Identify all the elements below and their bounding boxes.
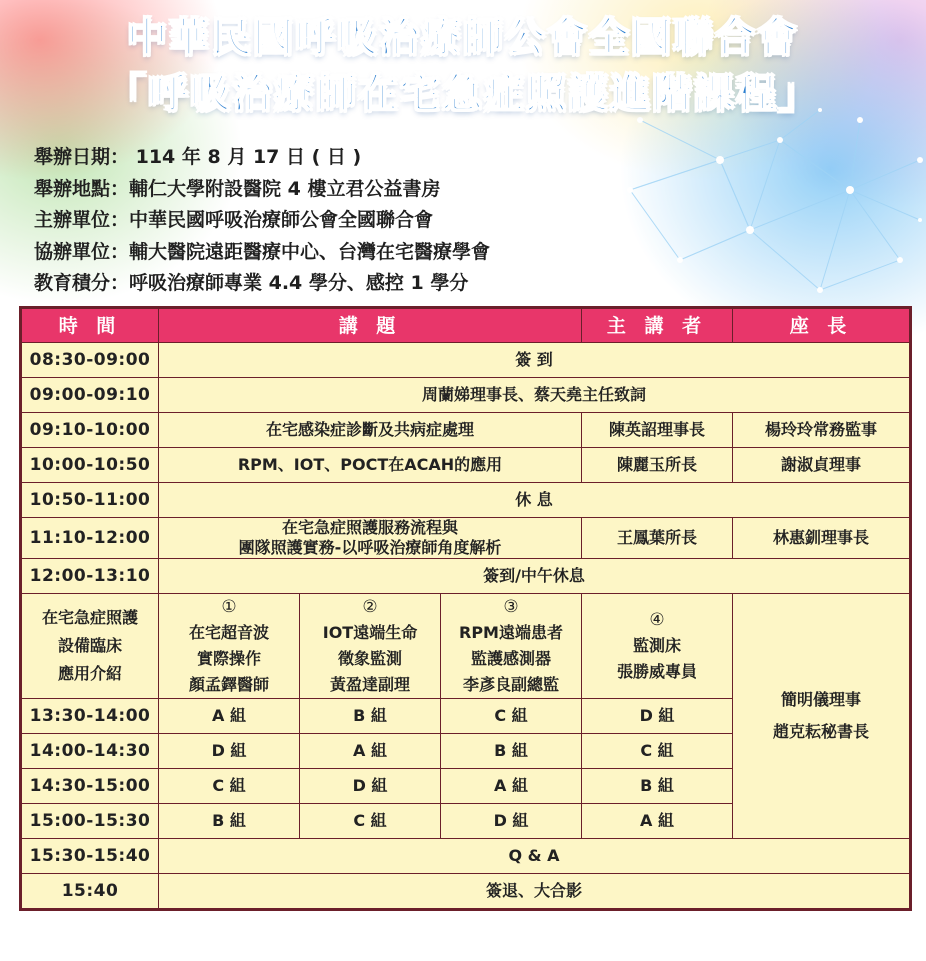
group-cell: D 組: [441, 804, 582, 839]
row-speaker: 王鳳葉所長: [582, 518, 733, 559]
row-topic: 休 息: [159, 483, 911, 518]
row-time: 10:50-11:00: [21, 483, 159, 518]
row-topic: 周蘭娣理事長、蔡天堯主任致詞: [159, 378, 911, 413]
station-line-3: 黃盈達副理: [329, 675, 410, 694]
station-line-2: 監護感測器: [470, 649, 551, 668]
table-row: [21, 559, 911, 594]
workshop-chair-line-2: 趙克耘秘書長: [772, 722, 869, 741]
row-time: 14:30-15:00: [21, 769, 159, 804]
title-line-2: 「呼吸治療師在宅急症照護進階課程」: [106, 71, 820, 117]
station-2: [300, 594, 441, 699]
header-time: 時 間: [21, 308, 159, 343]
row-topic: Q & A: [159, 839, 911, 874]
workshop-chair-line-1: 簡明儀理事: [780, 690, 861, 709]
info-date: 舉辦日期： 114 年 8 月 17 日 ( 日 ): [34, 146, 362, 168]
station-line-1: 監測床: [632, 636, 681, 655]
group-cell: A 組: [300, 734, 441, 769]
title-line-1: 中華民國呼吸治療師公會全國聯合會: [127, 15, 799, 61]
table-header-row: [21, 308, 911, 343]
group-cell: B 組: [300, 699, 441, 734]
workshop-header-row: [21, 594, 911, 699]
event-info: [34, 142, 490, 300]
table-row: [21, 413, 911, 448]
row-topic-line-2: 團隊照護實務-以呼吸治療師角度解析: [238, 538, 502, 557]
group-cell: A 組: [159, 699, 300, 734]
group-cell: D 組: [582, 699, 733, 734]
info-venue: 舉辦地點：輔仁大學附設醫院 4 樓立君公益書房: [34, 177, 441, 200]
station-line-2: 張勝威專員: [616, 662, 697, 681]
row-chair: 楊玲玲常務監事: [733, 413, 911, 448]
header-topic: 講 題: [159, 308, 582, 343]
station-number: ①: [221, 597, 237, 617]
group-cell: B 組: [441, 734, 582, 769]
workshop-label: [21, 594, 159, 699]
group-cell: D 組: [300, 769, 441, 804]
row-time: 09:10-10:00: [21, 413, 159, 448]
header-chair: 座 長: [733, 308, 911, 343]
row-time: 14:00-14:30: [21, 734, 159, 769]
station-line-1: 在宅超音波: [188, 623, 269, 642]
table-row: [21, 343, 911, 378]
group-cell: C 組: [441, 699, 582, 734]
network-decoration: [520, 100, 926, 330]
row-topic: 簽 到: [159, 343, 911, 378]
station-number: ③: [503, 597, 519, 617]
row-time: 11:10-12:00: [21, 518, 159, 559]
workshop-label-line-1: 在宅急症照護: [41, 608, 138, 627]
schedule-table: [19, 306, 912, 911]
table-row: [21, 839, 911, 874]
row-speaker: 陳英詔理事長: [582, 413, 733, 448]
station-number: ④: [649, 610, 665, 630]
row-time: 15:40: [21, 874, 159, 910]
station-number: ②: [362, 597, 378, 617]
row-topic: 簽退、大合影: [159, 874, 911, 910]
row-time: 13:30-14:00: [21, 699, 159, 734]
info-co-organizer: 協辦單位：輔大醫院遠距醫療中心、台灣在宅醫療學會: [34, 240, 491, 263]
group-cell: D 組: [159, 734, 300, 769]
row-topic: [159, 518, 582, 559]
workshop-chair: [733, 594, 911, 839]
group-cell: A 組: [582, 804, 733, 839]
row-time: 15:30-15:40: [21, 839, 159, 874]
info-organizer: 主辦單位：中華民國呼吸治療師公會全國聯合會: [34, 209, 434, 232]
row-topic: 在宅感染症診斷及共病症處理: [159, 413, 582, 448]
group-cell: A 組: [441, 769, 582, 804]
workshop-label-line-2: 設備臨床: [57, 636, 122, 655]
group-cell: C 組: [159, 769, 300, 804]
station-4: [582, 594, 733, 699]
station-line-2: 實際操作: [196, 649, 261, 668]
row-chair: 林惠釧理事長: [733, 518, 911, 559]
row-topic-line-1: 在宅急症照護服務流程與: [281, 518, 458, 537]
row-time: 09:00-09:10: [21, 378, 159, 413]
station-line-3: 顏孟鐸醫師: [188, 675, 269, 694]
table-row: [21, 518, 911, 559]
table-row: [21, 378, 911, 413]
table-row: [21, 483, 911, 518]
station-1: [159, 594, 300, 699]
station-line-1: IOT遠端生命: [322, 623, 418, 642]
row-time: 15:00-15:30: [21, 804, 159, 839]
workshop-label-line-3: 應用介紹: [57, 664, 122, 683]
row-topic: RPM、IOT、POCT在ACAH的應用: [159, 448, 582, 483]
group-cell: B 組: [582, 769, 733, 804]
info-credits: 教育積分：呼吸治療師專業 4.4 學分、感控 1 學分: [34, 272, 469, 295]
row-chair: 謝淑貞理事: [733, 448, 911, 483]
row-speaker: 陳麗玉所長: [582, 448, 733, 483]
group-cell: C 組: [582, 734, 733, 769]
station-3: [441, 594, 582, 699]
row-time: 10:00-10:50: [21, 448, 159, 483]
table-row: [21, 874, 911, 910]
row-time: 12:00-13:10: [21, 559, 159, 594]
station-line-3: 李彥良副總監: [462, 675, 559, 694]
group-cell: C 組: [300, 804, 441, 839]
station-line-1: RPM遠端患者: [459, 623, 563, 642]
header-speaker: 主 講 者: [582, 308, 733, 343]
station-line-2: 徵象監測: [337, 649, 402, 668]
row-topic: 簽到/中午休息: [159, 559, 911, 594]
table-row: [21, 448, 911, 483]
group-cell: B 組: [159, 804, 300, 839]
row-time: 08:30-09:00: [21, 343, 159, 378]
